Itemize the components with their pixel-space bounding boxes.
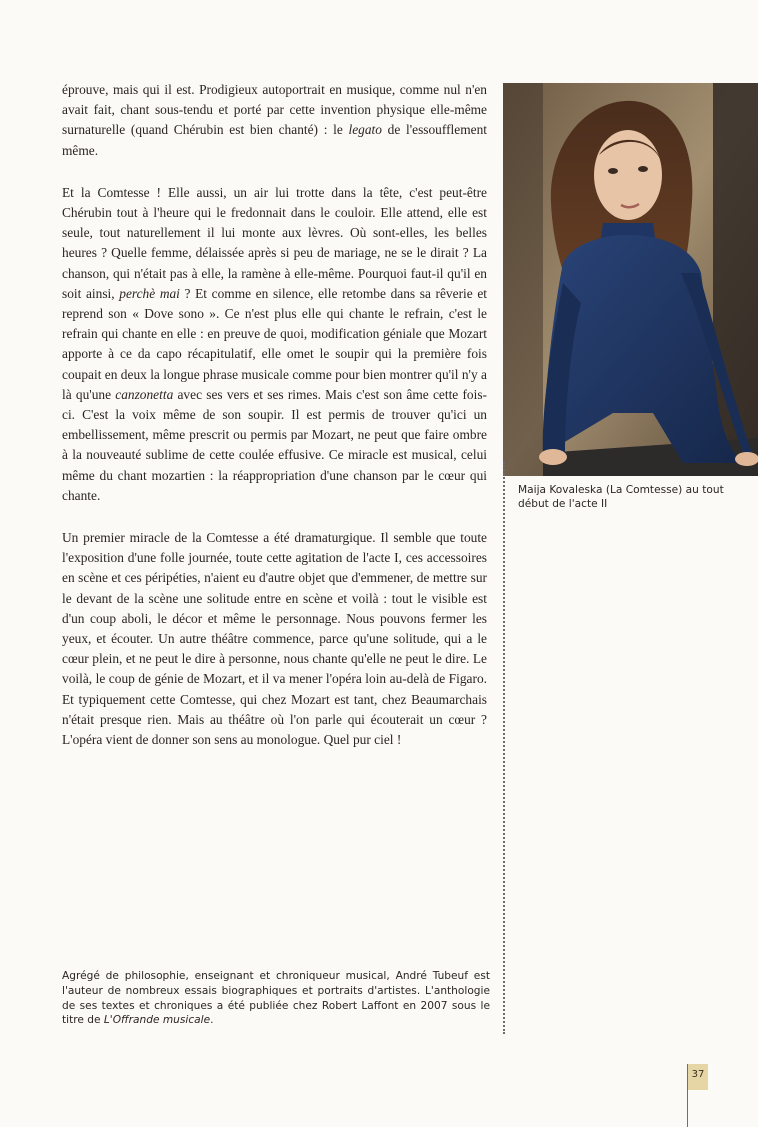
paragraph-1-text-b: de l'essoufflement même.: [62, 122, 487, 158]
paragraph-2-text-a: Et la Comtesse ! Elle aussi, un air lui trotte dans la tête, c'est peut-être Chérubin tout à l'heure qui le fredonnait dans le couloir. Elle attend, elle est seule, tout naturellement il lui monte aux lèvres. Où sont-elles, les belles heures ? Quelle femme, délaissée après si peu de mariage, ne se le dirait ? La chanson, qui n'était pas à elle, la ramène à elle-même. Pourquoi faut-il qu'il en soit ainsi,: [62, 184, 487, 301]
paragraph-2-italic-canzonetta: canzonetta: [115, 386, 174, 402]
author-bio-text-b: .: [210, 1014, 214, 1027]
author-bio-italic-title: L'Offrande musicale: [103, 1014, 211, 1027]
author-bio: [62, 969, 490, 1028]
author-bio-text-a: Agrégé de philosophie, enseignant et chroniqueur musical, André Tubeuf est l'auteur de nombreux essais biographiques et portraits d'artistes. L'anthologie de ses textes et chroniques a été publiée chez Robert Laffont en 2007 sous le titre de: [62, 970, 490, 1027]
paragraph-2-text-c: avec ses vers et ses rimes. Mais c'est son âme cette fois-ci. C'est la voix même de son soupir. Il est permis de trouver qu'ici un embellissement, même prescrit ou permis par Mozart, ne peut que faire ombre à la nouveauté sublime de cette coulée effusive. Ce miracle est musical, celui même du chant mozartien : la réappropriation d'une chanson par le cœur qui chante.: [62, 386, 487, 503]
article-column: [62, 80, 487, 772]
dotted-column-divider: [503, 462, 505, 1034]
photo-countess: [503, 83, 758, 476]
paragraph-1: [62, 80, 487, 161]
paragraph-2-italic-perche-mai: perchè mai: [119, 285, 180, 301]
paragraph-2-text-b: ? Et comme en silence, elle retombe dans sa rêverie et reprend son « Dove sono ». Ce n'est plus elle qui chante le refrain, c'est le refrain qui chante en elle : en preuve de quoi, modification géniale que Mozart apporte à ce da capo récapitulatif, elle omet le soupir qui la première fois coupait en deux la longue phrase musicale comme pour bien montrer qu'il n'y a là qu'une: [62, 285, 487, 402]
photo-illustration: [503, 83, 758, 476]
paragraph-3: Un premier miracle de la Comtesse a été dramaturgique. Il semble que toute l'exposition d'une folle journée, toute cette agitation de l'acte I, ces accessoires en scène et ces péripéties, n'aient eu d'autre objet que d'emmener, de mettre sur le devant de la scène une solitude entre en scène et voilà : tout le visible est d'un coup aboli, le décor et même le personnage. Nous pouvons fermer les yeux, et écouter. Un autre théâtre commence, parce qu'une solitude, qui a le cœur plein, et ne peut le dire à personne, nous chante qu'elle ne peut le dire. Le voilà, le coup de génie de Mozart, et il va mener l'opéra loin au-delà de Figaro. Et typiquement cette Comtesse, qui chez Mozart est tant, chez Beaumarchais n'était presque rien. Mais au théâtre où l'on parle qui écouterait un cœur ? L'opéra vient de donner son sens au monologue. Quel pur ciel !: [62, 530, 487, 748]
paragraph-1-text-a: éprouve, mais qui il est. Prodigieux autoportrait en musique, comme nul n'en avait fait, chant sous-tendu et porté par cette invention physique elle-même surnaturelle (quand Chérubin est bien chanté) : le: [62, 82, 487, 138]
photo-caption: Maija Kovaleska (La Comtesse) au tout début de l'acte II: [518, 484, 724, 510]
paragraph-2: [62, 183, 487, 506]
page-number: 37: [688, 1064, 708, 1090]
paragraph-1-italic-legato: legato: [348, 122, 382, 138]
